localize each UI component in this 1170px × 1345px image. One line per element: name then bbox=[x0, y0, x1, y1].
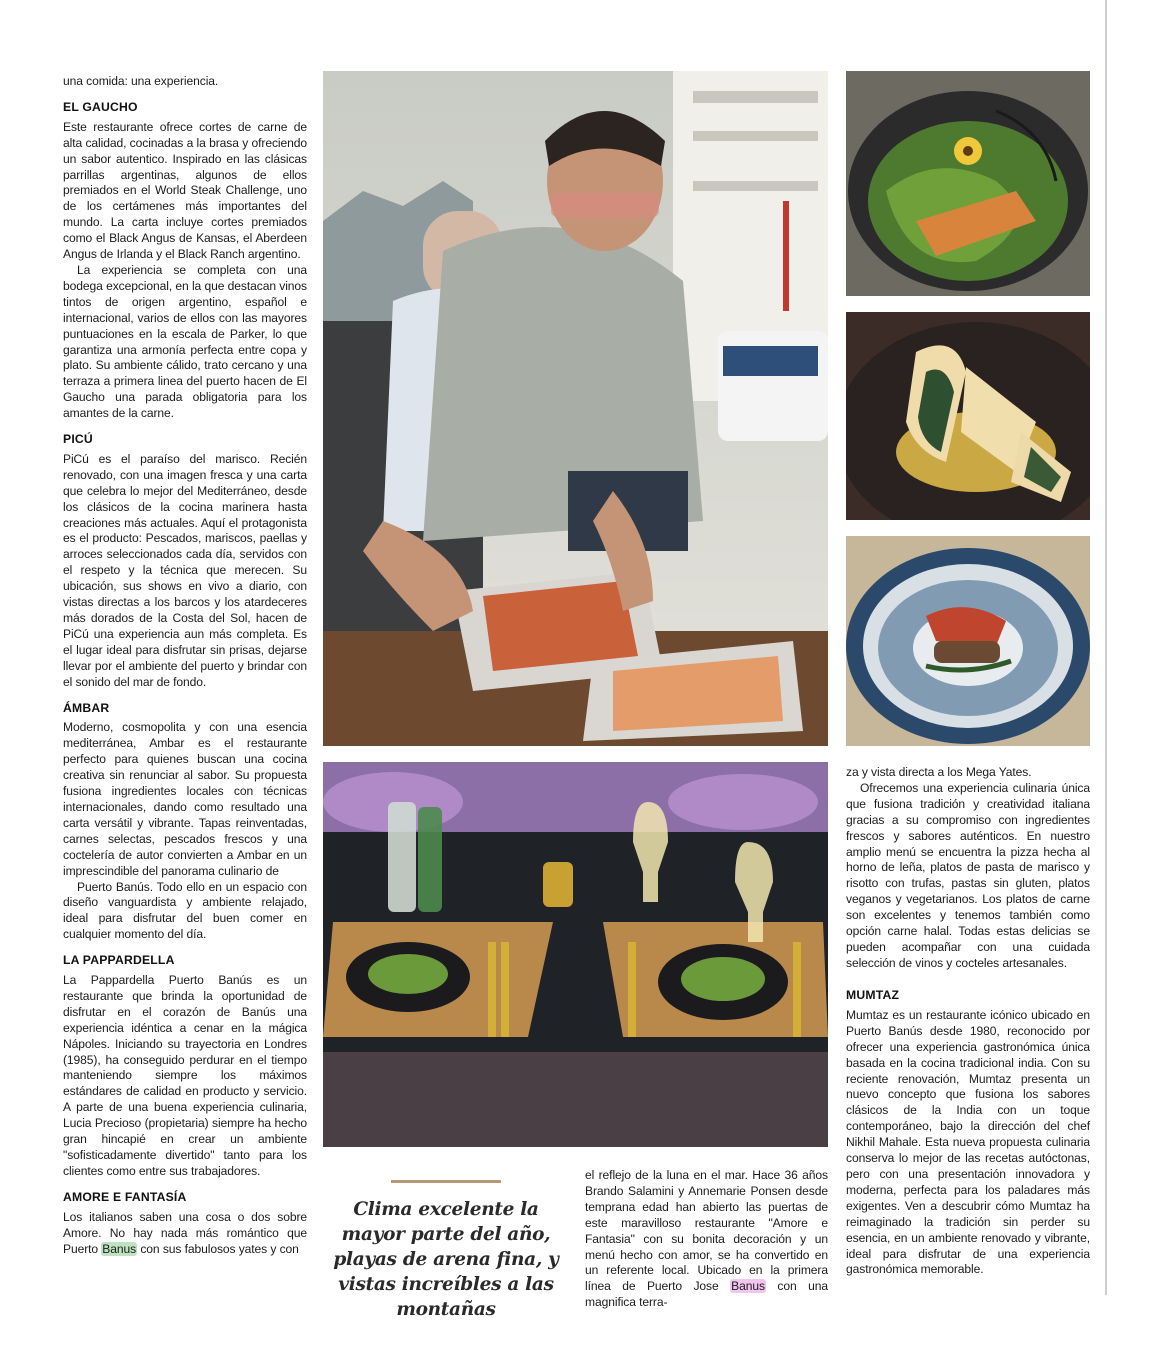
heading-ambar: ÁMBAR bbox=[63, 700, 110, 715]
photo-salmon-salad bbox=[846, 71, 1090, 296]
right-article-column-bottom bbox=[846, 988, 1090, 1278]
heading-mumtaz: MUMTAZ bbox=[846, 988, 900, 1002]
amore-continued bbox=[585, 1168, 828, 1311]
heading-la-pappardella: LA PAPPARDELLA bbox=[63, 953, 175, 968]
el-gaucho-p2: La experiencia se completa con una bodega excepcional, en la que destacan vinos tintos de origen argentino, español e internacional, varios de ellos con las mayores puntuaciones en la escala de Parker, lo que garantiza una armonía perfecta entre copa y plato. Su ambiente cálido, trato cercano y una terraza a primera linea del puerto hacen de El Gaucho una parada obligatoria para los amantes de la carne. bbox=[63, 262, 307, 421]
ambar-p2: Puerto Banús. Todo ello en un espacio con diseño vanguardista y ambiente relajado, ideal para disfrutar del buen comer en cualquier momento del día. bbox=[63, 879, 307, 942]
mid-text-post: con una magnifica terra- bbox=[585, 1279, 828, 1310]
highlight-banus-pink: Banus bbox=[731, 1279, 765, 1294]
photo-blue-plate-dish bbox=[846, 536, 1090, 746]
amore-continued-2: za y vista directa a los Mega Yates. bbox=[846, 765, 1032, 779]
left-article-column bbox=[63, 74, 307, 1257]
right-article-column-top bbox=[846, 765, 1090, 972]
photo-spring-rolls bbox=[846, 312, 1090, 520]
el-gaucho-p1: Este restaurante ofrece cortes de carne de alta calidad, cocinadas a la brasa y ofreciendo un sabor autentico. Inspirado en las clásicas parrillas argentinas, algunos de ellos premiados en el World Steak Challenge, uno de los certámenes más importantes del mundo. La carta incluye cortes premiados como el Black Angus de Kansas, el Aberdeen Angus de Irlanda y el Black Ranch argentino. bbox=[63, 119, 307, 262]
heading-amore-e-fantasia: AMORE E FANTASÍA bbox=[63, 1189, 187, 1204]
amore-text-pre: Los italianos saben una cosa o dos sobre Amore. No hay nada más romántico que Puerto bbox=[63, 1209, 307, 1256]
pappardella-p1: La Pappardella Puerto Banús es un restaurante que brinda la oportunidad de disfrutar en el corazón de Banús una experiencia idéntica a cenar en la mágica Nápoles. Iniciando su trayectoria en Londres (1985), ha conseguido perdurar en el tiempo manteniendo siempre los máximos estándares de calidad en producto y servicio. A parte de una buena experiencia culinaria, Lucia Precioso (propietaria) siempre ha hecho gran hincapié en crear un ambiente "sofisticadamente divertido" tanto para los clientes como entre sus trabajadores. bbox=[63, 973, 307, 1178]
intro-tail: una comida: una experiencia. bbox=[63, 74, 219, 88]
photo-man-serving-pasta bbox=[323, 71, 828, 746]
ambar-p1: Moderno, cosmopolita y con una esencia mediterránea, Ambar es el restaurante perfecto para quienes buscan una cocina creativa sin renunciar al sabor. Su propuesta fusiona ingredientes locales con técnicas internacionales, dando como resultado una carta versátil y vibrante. Tapas reinventadas, carnes selectas, pescados frescos y una coctelería de autor convierten a Ambar en un imprescindible del panorama culinario de bbox=[63, 720, 307, 878]
mumtaz-p1: Mumtaz es un restaurante icónico ubicado en Puerto Banús desde 1980, reconocido por ofrecer una experiencia gastronómica única basada en la cocina tradicional india. Con su reciente renovación, Mumtaz presenta un nuevo concepto que fusiona los sabores clásicos de la India con un toque contemporáneo, bajo la dirección del chef Nikhil Mahale. Esta nueva propuesta culinaria conserva lo mejor de las recetas autóctonas, pero con una presentación innovadora y moderna, perfecta para los paladares más exigentes. Ven a descubrir cómo Mumtaz ha reimaginado la tradición sin perder su esencia, en un ambiente renovado y vibrante, ideal para disfrutar de una experiencia gastronómica memorable. bbox=[846, 1007, 1090, 1277]
amore-p1 bbox=[63, 1210, 307, 1258]
middle-article-column bbox=[585, 1168, 828, 1311]
highlight-banus-green: Banus bbox=[102, 1241, 137, 1256]
page-edge-rule bbox=[1105, 0, 1107, 1295]
pull-quote bbox=[330, 1180, 562, 1322]
heading-picu: PICÚ bbox=[63, 432, 93, 447]
amore-text-post: con sus fabulosos yates y con bbox=[137, 1241, 299, 1256]
pull-quote-text: Clima excelente la mayor parte del año, playas de arena fina, y vistas increíbles a las montañas bbox=[333, 1199, 559, 1320]
pull-quote-rule bbox=[391, 1180, 501, 1183]
photo-table-setting bbox=[323, 762, 828, 1147]
amore-offer-paragraph: Ofrecemos una experiencia culinaria única que fusiona tradición y creatividad italiana gracias a su compromiso con ingredientes frescos y sabores auténticos. En nuestro amplio menú se encuentra la pizza hecha al horno de leña, platos de pasta de marisco y risotto con trufas, pastas sin gluten, platos veganos y vegetarianos. Los platos de carne son excelentes y tenemos también como opción carne halal. Todas estas delicias se pueden acompañar con una cuidada selección de vinos y cocteles artesanales. bbox=[846, 780, 1090, 970]
mid-text-pre: el reflejo de la luna en el mar. Hace 36 años Brando Salamini y Annemarie Ponsen desde temprana edad han abierto las puertas de este maravilloso restaurante "Amore e Fantasia" con su bonita decoración y un menú hecho con amor, se ha convertido en un referente local. Ubicado en la primera línea de Puerto Jose bbox=[585, 1168, 828, 1294]
heading-el-gaucho: EL GAUCHO bbox=[63, 99, 138, 114]
picu-p1: PiCú es el paraíso del marisco. Recién renovado, con una imagen fresca y una carta que celebra lo mejor del Mediterráneo, desde los clásicos de la cocina marinera hasta creaciones más actuales. Aquí el protagonista es el producto: Pescados, mariscos, paellas y arroces seleccionados cada día, servidos con el respeto y la técnica que merecen. Su ubicación, sus shows en vivo a diario, con vistas directas a los barcos y los atardeceres más dorados de la Costa del Sol, hacen de PiCú una experiencia aun más completa. Es el lugar ideal para disfrutar sin prisas, dejarse llevar por el ambiente del puerto y brindar con el sonido del mar de fondo. bbox=[63, 451, 307, 689]
